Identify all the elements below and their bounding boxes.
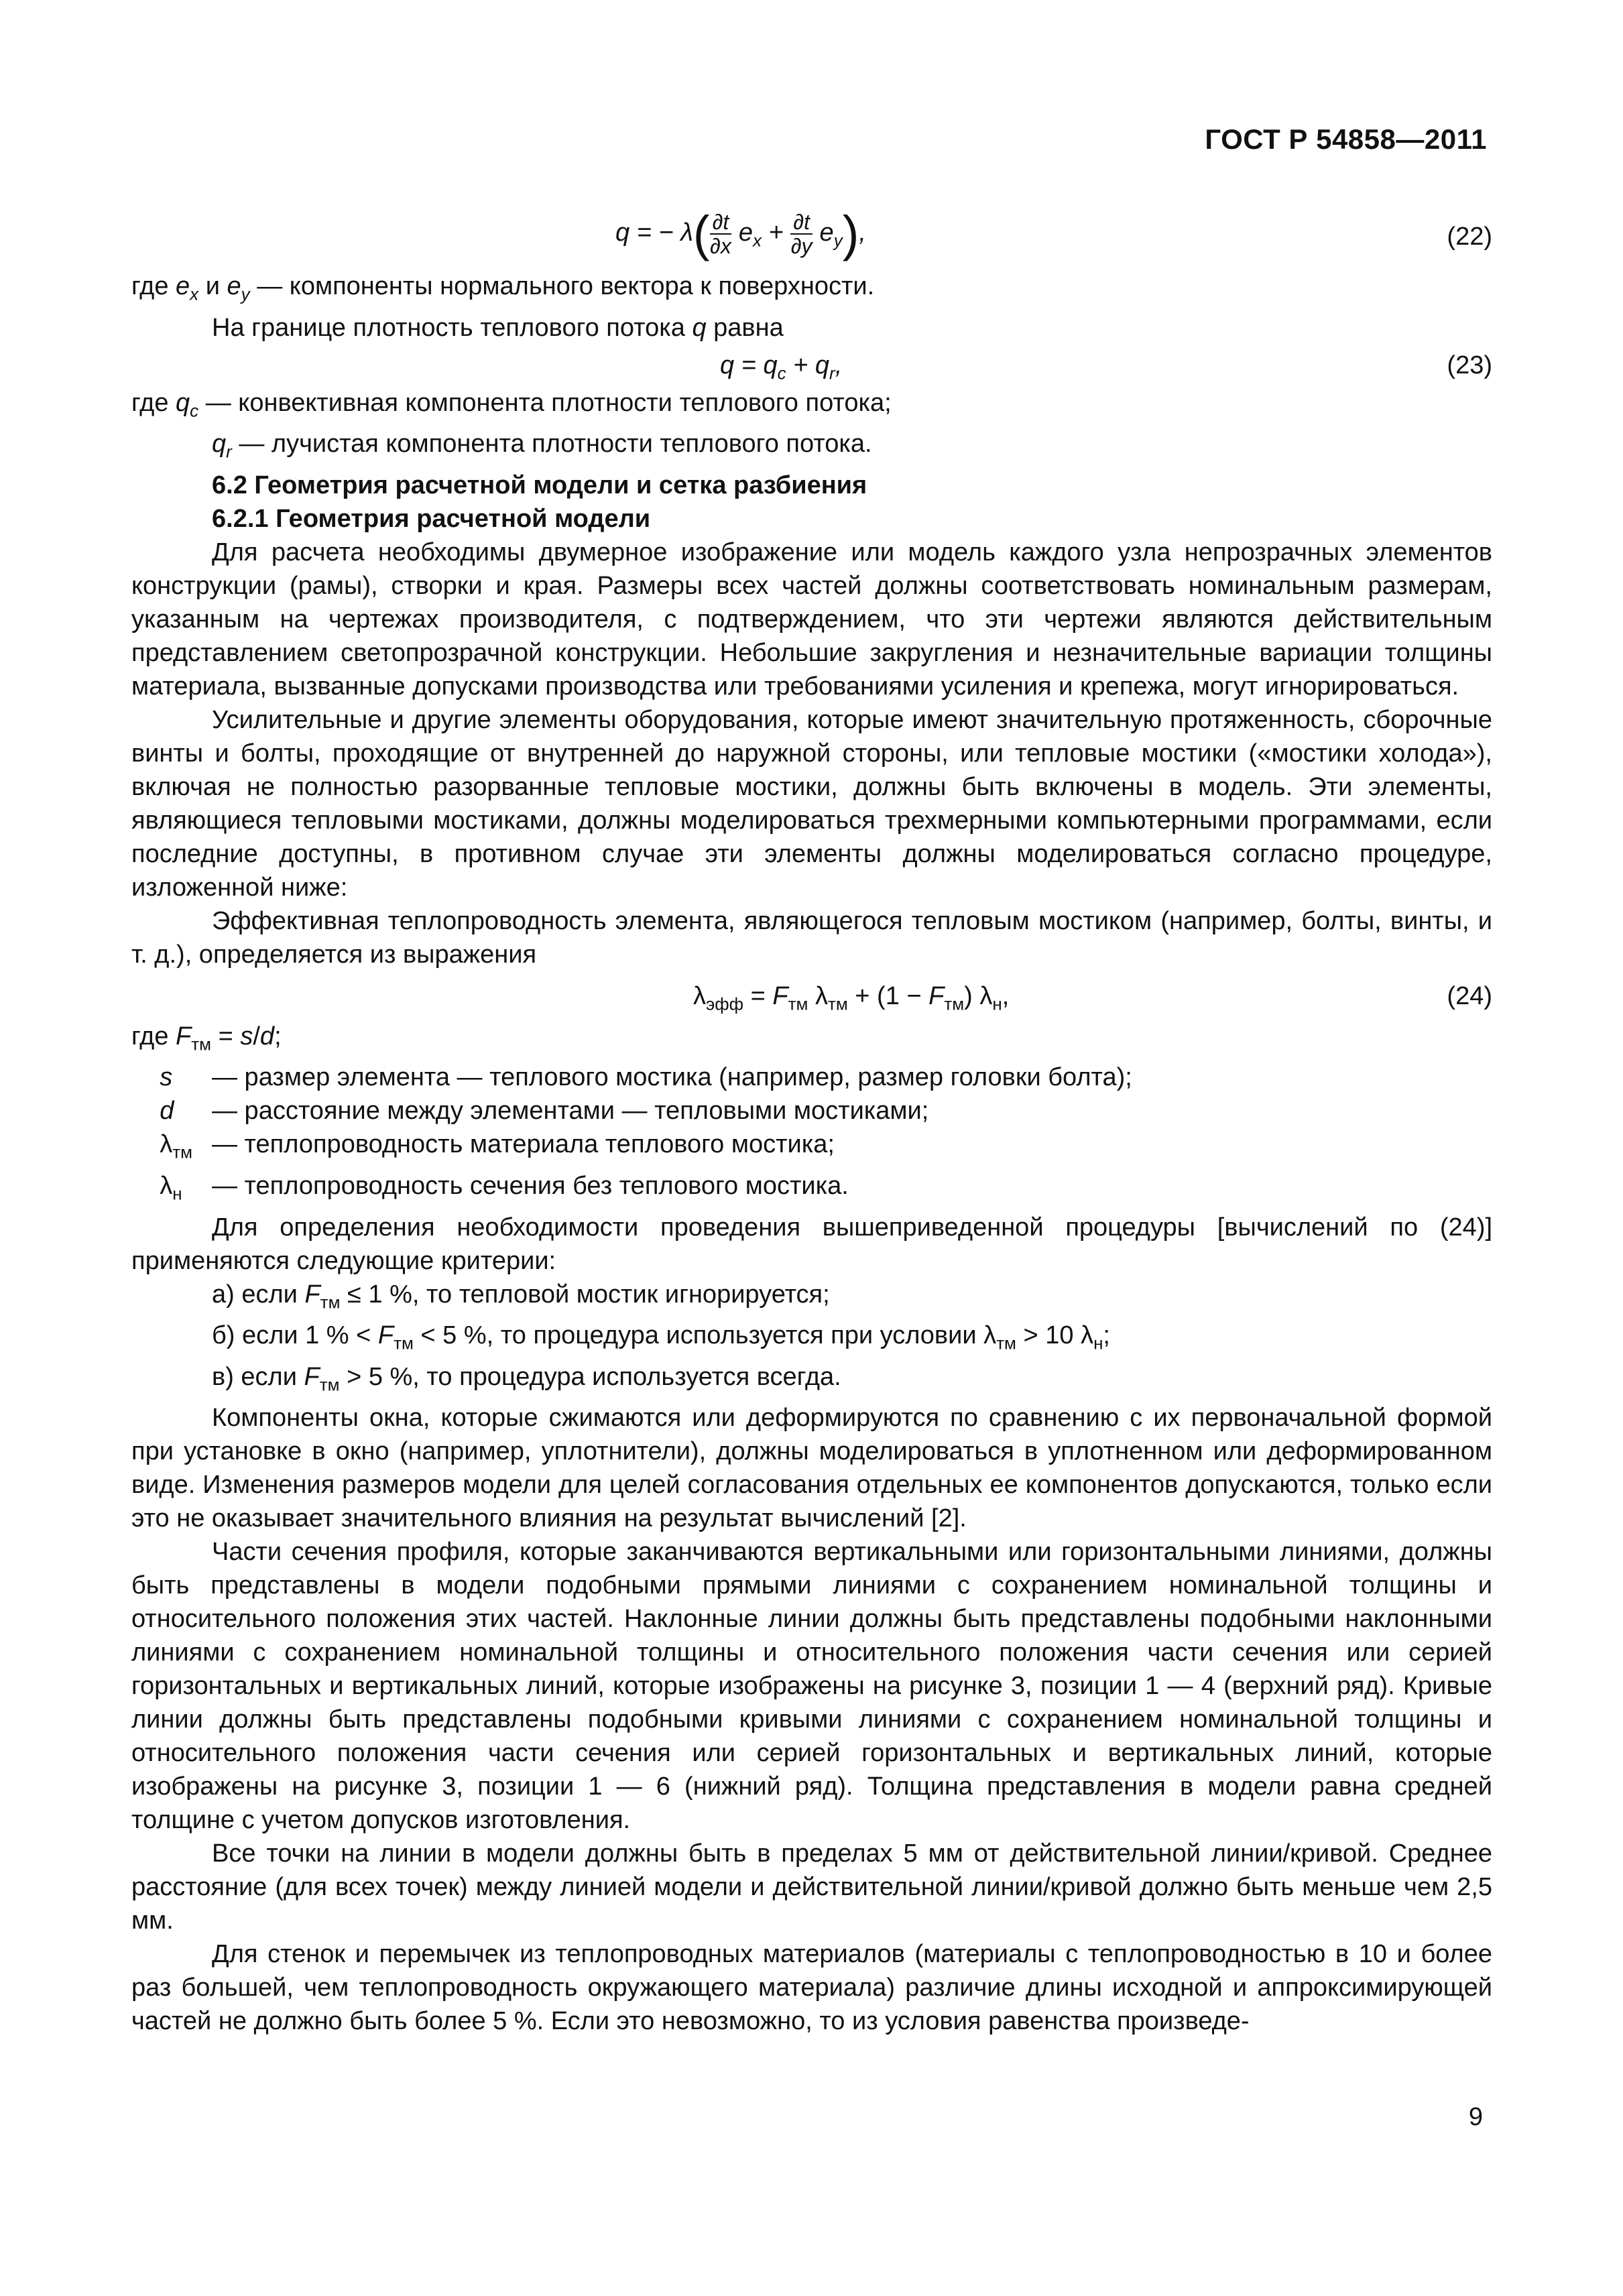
equation-23-formula: $q = q_c + q_r$, (720, 351, 843, 383)
equation-23 (131, 345, 1492, 386)
criterion-a: а) если $F_{тм} \le 1$ %, то тепловой мостик игнорируется; (212, 1280, 830, 1313)
legend-row: d — расстояние между элементами — тепловыми мостиками; (131, 1097, 929, 1126)
equation-22-formula: q = − λ( $\frac{\partial t}{\partial x}$ $e_x$ + $\frac{\partial t}{\partial y}$ $e_y$), (615, 206, 866, 261)
where-24: где $F_{тм} = s/d$; (131, 1022, 282, 1054)
equation-23-number: (23) (1447, 351, 1492, 379)
document-body (131, 208, 1492, 2038)
where-23b: $q_r$ — лучистая компонента плотности теплового потока. (212, 430, 872, 462)
heading-6-2-1: 6.2.1 Геометрия расчетной модели (212, 504, 651, 533)
criterion-c: в) если $F_{тм} > 5$ %, то процедура используется всегда. (212, 1362, 841, 1395)
where-22: где $e_x$ и $e_y$ — компоненты нормального вектора к поверхности. (131, 272, 875, 304)
legend-row: $\lambda_н$ — теплопроводность сечения без теплового мостика. (131, 1171, 849, 1204)
where-23a: где $q_c$ — конвективная компонента плотности теплового потока; (131, 388, 892, 421)
criterion-b: б) если 1 % < $F_{тм} < 5$ %, то процедура используется при условии $\lambda_{тм} > 10$ $\lambda_н$; (212, 1321, 1110, 1353)
heading-6-2: 6.2 Геометрия расчетной модели и сетка разбиения (212, 471, 867, 499)
legend-row: s — размер элемента — теплового мостика (например, размер головки болта); (131, 1063, 1132, 1092)
paragraph-7: Все точки на линии в модели должны быть в пределах 5 мм от действительной линии/кривой. Среднее расстояние (для всех точек) между линией модели и действительной линии/кривой должно быть меньше чем 2,5 мм. (131, 1839, 1492, 1935)
paragraph-4: Для определения необходимости проведения вышеприведенной процедуры [вычислений по (24)] применяются следующие критерии: (131, 1213, 1492, 1275)
legend-row: $\lambda_{тм}$ — теплопроводность материала теплового мостика; (131, 1130, 835, 1162)
equation-24 (131, 971, 1492, 1020)
equation-22-number: (22) (1447, 223, 1492, 251)
paragraph-2: Усилительные и другие элементы оборудования, которые имеют значительную протяженность, сборочные винты и болты, проходящие от внутренней до наружной стороны, или тепловые мостики («мостики холода»), включая не полностью разорванные тепловые мостики, должны быть включены в модель. Эти элементы, являющиеся тепловыми мостиками, должны моделироваться трехмерными компьютерными программами, если последние доступны, в противном случае эти элементы должны моделироваться согласно процедуре, изложенной ниже: (131, 705, 1492, 902)
equation-24-number: (24) (1447, 981, 1492, 1010)
equation-22 (131, 208, 1492, 269)
paragraph-3: Эффективная теплопроводность элемента, являющегося тепловым мостиком (например, болты, винты, и т. д.), определяется из выражения (131, 906, 1492, 969)
paragraph-6: Части сечения профиля, которые заканчиваются вертикальными или горизонтальными линиями, должны быть представлены в модели подобными прямыми линиями с сохранением номинальной толщины и относительного положения этих частей. Наклонные линии должны быть представлены подобными наклонными линиями с сохранением номинальной толщины и относительного положения части сечения или серией горизонтальных и вертикальных линий, которые изображены на рисунке 3, позиции 1 — 4 (верхний ряд). Кривые линии должны быть представлены подобными кривыми линиями с сохранением номинальной толщины и относительного положения части сечения или серией горизонтальных и вертикальных линий, которые изображены на рисунке 3, позиции 1 — 6 (нижний ряд). Толщина представления в модели равна средней толщине с учетом допусков изготовления. (131, 1538, 1492, 1835)
paragraph-8: Для стенок и перемычек из теплопроводных материалов (материалы с теплопроводностью в 10 и более раз большей, чем теплопроводность окружающего материала) различие длины исходной и аппроксимирующей частей не должно быть более 5 %. Если это невозможно, то из условия равенства произведе- (131, 1940, 1492, 2036)
para-boundary: На границе плотность теплового потока q равна (212, 313, 784, 342)
page-number: 9 (1468, 2103, 1483, 2131)
equation-24-formula: $\lambda_{эфф} = F_{тм}$ $\lambda_{тм} + (1 - F_{тм})$ $\lambda_н$, (693, 981, 1010, 1014)
page-header: ГОСТ Р 54858—2011 (1205, 123, 1487, 155)
paragraph-1: Для расчета необходимы двумерное изображение или модель каждого узла непрозрачных элементов конструкции (рамы), створки и края. Размеры всех частей должны соответствовать номинальным размерам, указанным на чертежах производителя, с подтверждением, что эти чертежи являются действительным представлением светопрозрачной конструкции. Небольшие закругления и незначительные вариации толщины материала, вызванные допусками производства или требованиями усиления и крепежа, могут игнорироваться. (131, 538, 1492, 701)
paragraph-5: Компоненты окна, которые сжимаются или деформируются по сравнению с их первоначальной формой при установке в окно (например, уплотнители), должны моделироваться в уплотненном или деформированном виде. Изменения размеров модели для целей согласования отдельных ее компонентов допускаются, только если это не оказывает значительного влияния на результат вычислений [2]. (131, 1404, 1492, 1533)
